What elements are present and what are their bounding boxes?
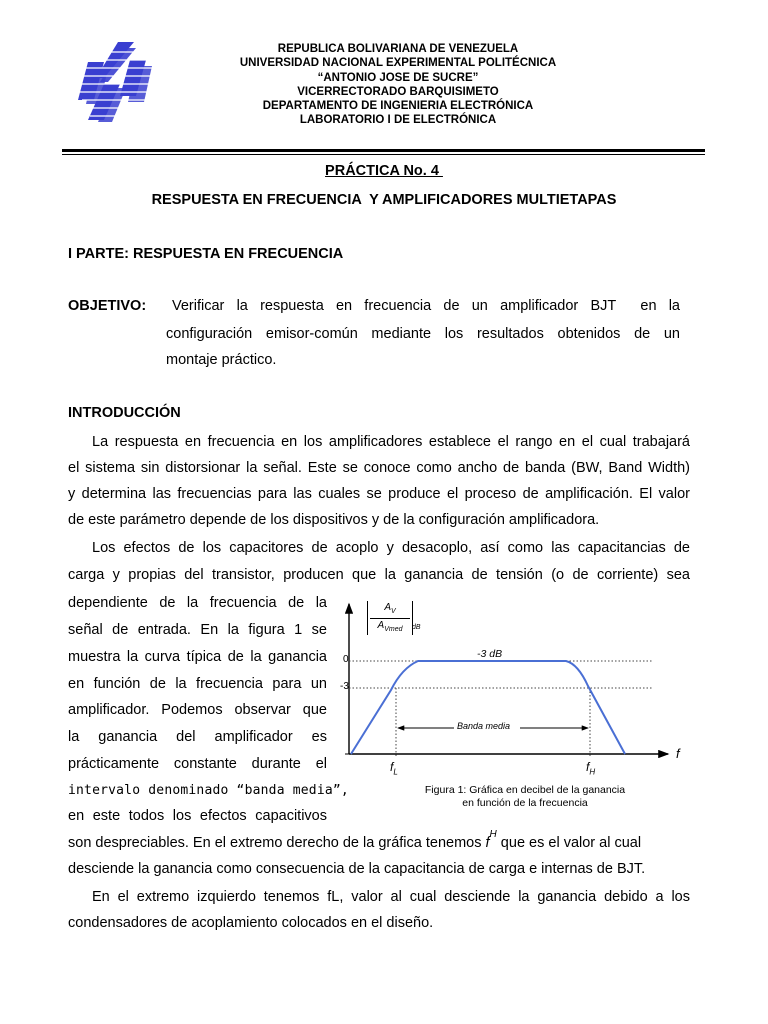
tick-label-minus3: -3 [340,681,349,692]
intro-p3-line: En el extremo izquierdo tenemos fL, valor al cual desciende la ganancia debido a los [92,889,690,905]
gain-symbol: A [384,602,391,613]
intro-p2-line: amplificador. Podemos observar que [68,702,327,718]
intro-p2-line: la ganancia del amplificador es [68,729,327,745]
practice-title: RESPUESTA EN FRECUENCIA Y AMPLIFICADORES MULTIETAPAS [151,192,617,208]
fl-subscript: L [393,767,398,777]
objective-line-1 [172,293,680,319]
intro-text: son despreciables. En el extremo derecho de la gráfica tenemos [68,835,486,851]
intro-p2-line: muestra la curva típica de la ganancia [68,649,327,665]
intro-p2-line [68,830,690,856]
x-axis-label: f [676,746,680,761]
objective-label: OBJETIVO: [68,298,147,314]
figure-caption [402,784,648,810]
fh-label [586,760,595,776]
header-line: REPUBLICA BOLIVARIANA DE VENEZUELA [277,43,519,55]
intro-p2-line: desciende la ganancia como consecuencia de la capacitancia de carga e internas de BJT. [68,861,646,877]
intro-p2-line: Los efectos de los capacitores de acoplo y desacoplo, así como las capacitancias de [92,540,690,556]
intro-p1-line: La respuesta en frecuencia en los amplificadores establece el rango en el cual trabajará [92,434,690,450]
header-line: UNIVERSIDAD NACIONAL EXPERIMENTAL POLITÉCNICA [239,57,557,70]
header-line: VICERRECTORADO BARQUISIMETO [297,85,499,98]
intro-p1-line: el sistema sin distorsionar la señal. Este se conoce como ancho de banda (BW, Band Width) [68,460,690,476]
fh-symbol: f [485,835,490,851]
fh-subscript: H [589,767,596,777]
university-logo [74,38,160,124]
intro-p2-line: en función de la frecuencia para un [68,676,327,692]
header-line: LABORATORIO I DE ELECTRÓNICA [299,114,497,127]
gain-subscript: V [391,608,396,615]
fl-symbol: f [390,760,394,774]
gain-mid-symbol: A [377,620,385,631]
header-line: DEPARTAMENTO DE INGENIERIA ELECTRÓNICA [262,100,534,113]
header-divider-thick [62,149,705,152]
minus3db-label: -3 dB [477,648,503,660]
gain-curve [351,661,625,754]
caption-line: Figura 1: Gráfica en decibel de la ganancia [424,784,626,796]
intro-heading: INTRODUCCIÓN [68,405,181,421]
band-label: Banda media [457,721,511,731]
y-axis-unit: dB [412,624,421,631]
intro-p3-line: condensadores de acoplamiento colocados en el diseño. [68,915,434,931]
objective-line-3: montaje práctico. [166,352,277,368]
intro-p2-line: dependiente de la frecuencia de la [68,595,327,611]
part1-heading: I PARTE: RESPUESTA EN FRECUENCIA [68,246,344,262]
y-axis-label [367,601,413,635]
intro-text: que es el valor al cual [496,835,642,851]
intro-p1-line: y determina las frecuencias para las cuales se produce el proceso de amplificación. El valor [68,486,690,502]
tick-label-0: 0 [343,654,349,665]
objective-text: configuración emisor-común mediante los resultados obtenidos de un [166,326,680,342]
fh-subscript: H [489,829,497,840]
intro-p2-line: intervalo denominado “banda media”, [68,783,349,798]
intro-p2-line: carga y propias del transistor, producen que la ganancia de tensión (o de corriente) sea [68,567,690,583]
fh-symbol: f [586,760,590,774]
fl-label [390,760,398,776]
intro-p2-line: señal de entrada. En la figura 1 se [68,622,327,638]
intro-p2-line: en este todos los efectos capacitivos [68,808,327,824]
practice-number: PRÁCTICA No. 4 [325,163,443,179]
intro-p1-line: de este parámetro depende de los dispositivos y de la configuración amplificadora. [68,512,600,528]
objective-line-2 [166,321,680,347]
gain-mid-subscript: Vmed [384,626,403,633]
header-line: “ANTONIO JOSE DE SUCRE” [317,71,479,84]
institution-header [200,42,596,128]
objective-text: Verificar la respuesta en frecuencia de un amplificador BJT en la [172,298,680,314]
header-divider-thin [62,154,705,155]
intro-p2-line: prácticamente constante durante el [68,756,327,772]
caption-line: en función de la frecuencia [462,797,588,809]
